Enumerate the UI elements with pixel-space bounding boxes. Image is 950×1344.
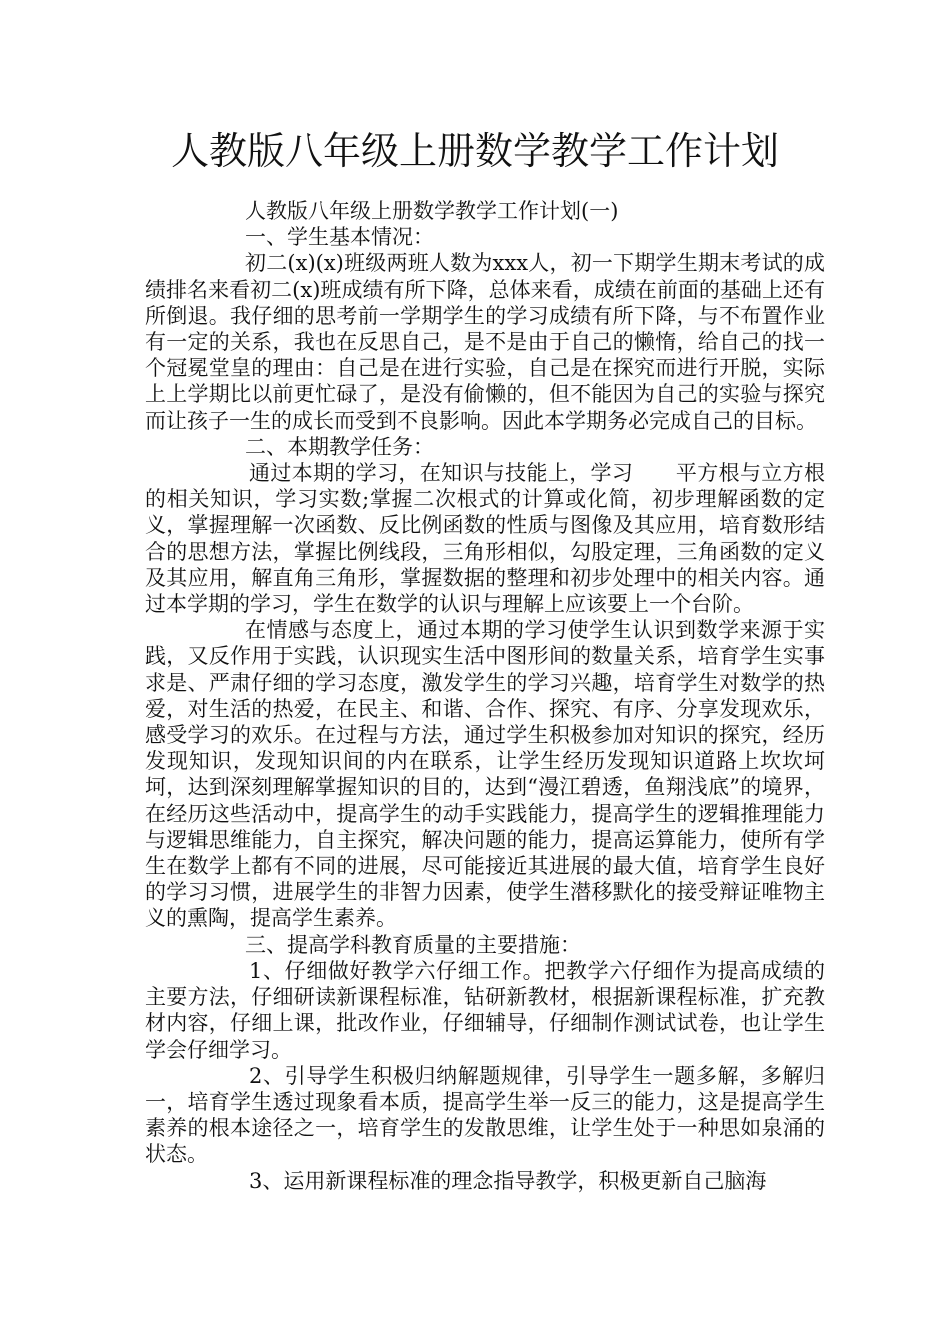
subtitle-paragraph: 人教版八年级上册数学教学工作计划(一) <box>245 199 619 223</box>
section-heading-2: 二、本期教学任务： <box>245 434 434 459</box>
paragraph-measure-3: 3、运用新课程标准的理念指导教学，积极更新自己脑海 <box>249 1168 767 1193</box>
paragraph-emotion-attitude: 在情感与态度上，通过本期的学习使学生认识到数学来源于实践，又反作用于实践，认识现实生活中图形间的数量关系，培育学生实事求是、严肃仔细的学习态度，激发学生的学习兴趣，培育学生对数学的热爱，对生活的热爱，在民主、和谐、合作、探究、有序、分享发现欢乐，感受学习的欢乐。在过程与方法，通过学生积极参加对知识的探究，经历发现知识，发现知识间的内在联系，让学生经历发现知识道路上坎坎坷坷，达到深刻理解掌握知识的目的，达到“漫江碧透，鱼翔浅底”的境界，在经历这些活动中，提高学生的动手实践能力，提高学生的逻辑推理能力与逻辑思维能力，自主探究，解决问题的能力，提高运算能力，使所有学生在数学上都有不同的进展，尽可能接近其进展的最大值，培育学生良好的学习习惯，进展学生的非智力因素，使学生潜移默化的接受辩证唯物主义的熏陶，提高学生素养。 <box>145 618 825 931</box>
paragraph-student-situation: 初二(x)(x)班级两班人数为xxx人，初一下期学生期末考试的成绩排名来看初二(x)班成绩有所下降，总体来看，成绩在前面的基础上还有所倒退。我仔细的思考前一学期学生的学习成绩有所下降，与不布置作业有一定的关系，我也在反思自己，是不是由于自己的懒惰，给自己的找一个冠冕堂皇的理由：自己是在进行实验，自己是在探究而进行开脱，实际上上学期比以前更忙碌了，是没有偷懒的，但不能因为自己的实验与探究而让孩子一生的成长而受到不良影响。因此本学期务必完成自己的目标。 <box>145 251 825 433</box>
paragraph-measure-1: 1、仔细做好教学六仔细工作。把教学六仔细作为提高成绩的主要方法，仔细研读新课程标准，钻研新教材，根据新课程标准，扩充教材内容，仔细上课，批改作业，仔细辅导，仔细制作测试试卷，也让学生学会仔细学习。 <box>145 958 825 1062</box>
section-heading-1: 一、学生基本情况： <box>245 225 434 250</box>
paragraph-teaching-tasks: 通过本期的学习，在知识与技能上，学习 平方根与立方根的相关知识，学习实数;掌握二次根式的计算或化简，初步理解函数的定义，掌握理解一次函数、反比例函数的性质与图像及其应用，培育数形结合的思想方法，掌握比例线段，三角形相似，勾股定理，三角函数的定义及其应用，解直角三角形，掌握数据的整理和初步处理中的相关内容。通过本学期的学习，学生在数学的认识与理解上应该要上一个台阶。 <box>145 461 825 617</box>
paragraph-measure-2: 2、引导学生积极归纳解题规律，引导学生一题多解，多解归一，培育学生透过现象看本质，提高学生举一反三的能力，这是提高学生素养的根本途径之一，培育学生的发散思维，让学生处于一种思如泉涌的状态。 <box>145 1063 825 1167</box>
document-title: 人教版八年级上册数学教学工作计划 <box>170 129 779 173</box>
section-heading-3: 三、提高学科教育质量的主要措施： <box>245 932 581 957</box>
document-body <box>145 198 825 1194</box>
